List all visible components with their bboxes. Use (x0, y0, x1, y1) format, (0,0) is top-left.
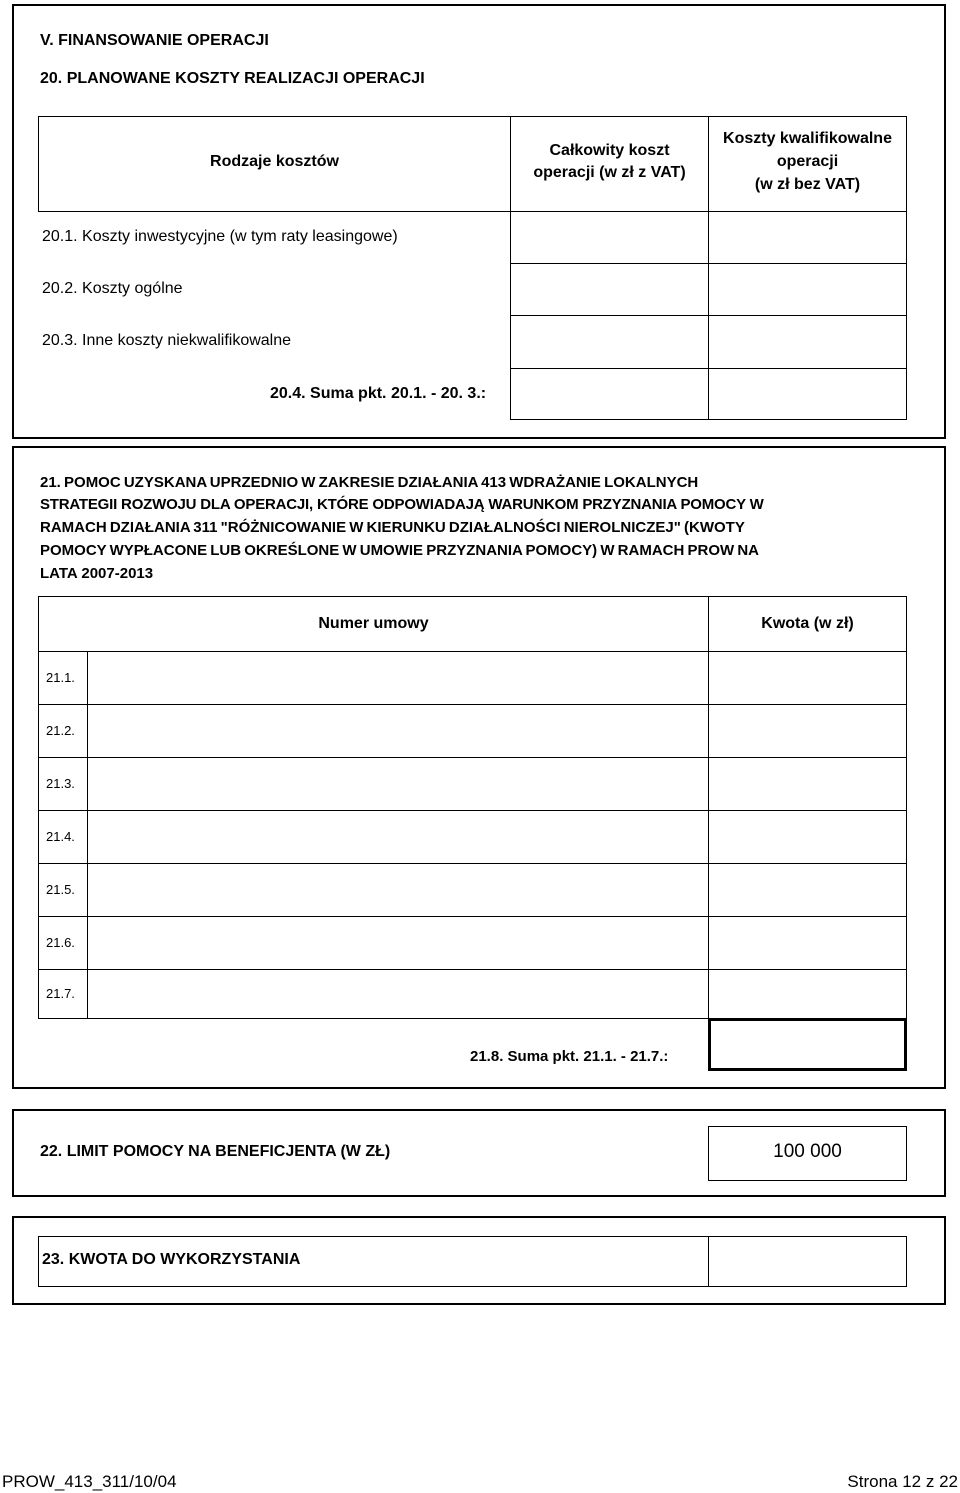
aid-row-7-amount-field[interactable] (708, 969, 907, 1019)
aid-row-4-amount-field[interactable] (708, 810, 907, 864)
aid-row-2-number-field[interactable] (87, 704, 709, 758)
costs-row-general-label: 20.2. Koszty ogólne (42, 280, 183, 297)
aid-heading-line-2: STRATEGII ROZWOJU DLA OPERACJI, KTÓRE ODPOWIADAJĄ WARUNKOM PRZYZNANIA POMOCY W (40, 496, 764, 513)
aid-row-2-label: 21.2. (46, 723, 75, 738)
costs-row-general-eligible-field[interactable] (708, 263, 907, 316)
limit-label: 22. LIMIT POMOCY NA BENEFICJENTA (W ZŁ) (40, 1143, 391, 1160)
limit-value: 100 000 (773, 1141, 842, 1162)
costs-header-eligible-label-1: Koszty kwalifikowalne (723, 130, 892, 147)
costs-sum-eligible-field[interactable] (708, 368, 907, 420)
costs-row-other-total-field[interactable] (510, 315, 709, 369)
costs-row-investment-total-field[interactable] (510, 211, 709, 264)
section-title: V. FINANSOWANIE OPERACJI (40, 32, 269, 49)
costs-header-eligible-label-2: operacji (776, 153, 839, 170)
costs-sum-total-field[interactable] (510, 368, 709, 420)
aid-row-3-number-field[interactable] (87, 757, 709, 811)
aid-row-1-amount-field[interactable] (708, 651, 907, 705)
costs-header-total-label-1: Całkowity koszt (549, 142, 670, 159)
aid-header-number-label: Numer umowy (318, 615, 429, 632)
footer-page-number: Strona 12 z 22 (847, 1472, 958, 1491)
costs-row-other-eligible-field[interactable] (708, 315, 907, 369)
aid-row-5-amount-field[interactable] (708, 863, 907, 917)
aid-sum-label: 21.8. Suma pkt. 21.1. - 21.7.: (470, 1048, 669, 1065)
aid-row-5-number-field[interactable] (87, 863, 709, 917)
aid-row-1-label: 21.1. (46, 670, 75, 685)
aid-row-1-number-field[interactable] (87, 651, 709, 705)
costs-row-general-total-field[interactable] (510, 263, 709, 316)
aid-sum-field[interactable] (708, 1018, 907, 1071)
aid-row-6-label: 21.6. (46, 935, 75, 950)
aid-row-3-amount-field[interactable] (708, 757, 907, 811)
remaining-label: 23. KWOTA DO WYKORZYSTANIA (42, 1251, 301, 1268)
costs-header-eligible-label-3: (w zł bez VAT) (754, 176, 861, 193)
aid-row-7-number-field[interactable] (87, 969, 709, 1019)
aid-row-7-label: 21.7. (46, 986, 75, 1001)
aid-heading-line-4: POMOCY WYPŁACONE LUB OKREŚLONE W UMOWIE PRZYZNANIA POMOCY) W RAMACH PROW NA (40, 542, 759, 559)
costs-header-types-label: Rodzaje kosztów (210, 153, 339, 170)
aid-header-amount-label: Kwota (w zł) (761, 615, 854, 632)
aid-heading-line-3: RAMACH DZIAŁANIA 311 "RÓŻNICOWANIE W KIERUNKU DZIAŁALNOŚCI NIEROLNICZEJ" (KWOTY (40, 519, 745, 536)
remaining-value-field[interactable] (708, 1236, 907, 1287)
aid-row-5-label: 21.5. (46, 882, 75, 897)
costs-sum-label: 20.4. Suma pkt. 20.1. - 20. 3.: (270, 385, 487, 402)
costs-row-other-label: 20.3. Inne koszty niekwalifikowalne (42, 332, 292, 349)
footer-doc-code: PROW_413_311/10/04 (2, 1472, 177, 1491)
costs-header-total-label-2: operacji (w zł z VAT) (533, 164, 686, 181)
aid-row-4-number-field[interactable] (87, 810, 709, 864)
aid-heading-line-5: LATA 2007-2013 (40, 565, 154, 582)
aid-row-6-number-field[interactable] (87, 916, 709, 970)
section-20-title: 20. PLANOWANE KOSZTY REALIZACJI OPERACJI (40, 70, 425, 87)
aid-heading-line-1: 21. POMOC UZYSKANA UPRZEDNIO W ZAKRESIE DZIAŁANIA 413 WDRAŻANIE LOKALNYCH (40, 474, 699, 491)
costs-row-investment-eligible-field[interactable] (708, 211, 907, 264)
aid-row-2-amount-field[interactable] (708, 704, 907, 758)
aid-row-6-amount-field[interactable] (708, 916, 907, 970)
costs-row-investment-label: 20.1. Koszty inwestycyjne (w tym raty leasingowe) (42, 228, 398, 245)
aid-row-4-label: 21.4. (46, 829, 75, 844)
aid-row-3-label: 21.3. (46, 776, 75, 791)
